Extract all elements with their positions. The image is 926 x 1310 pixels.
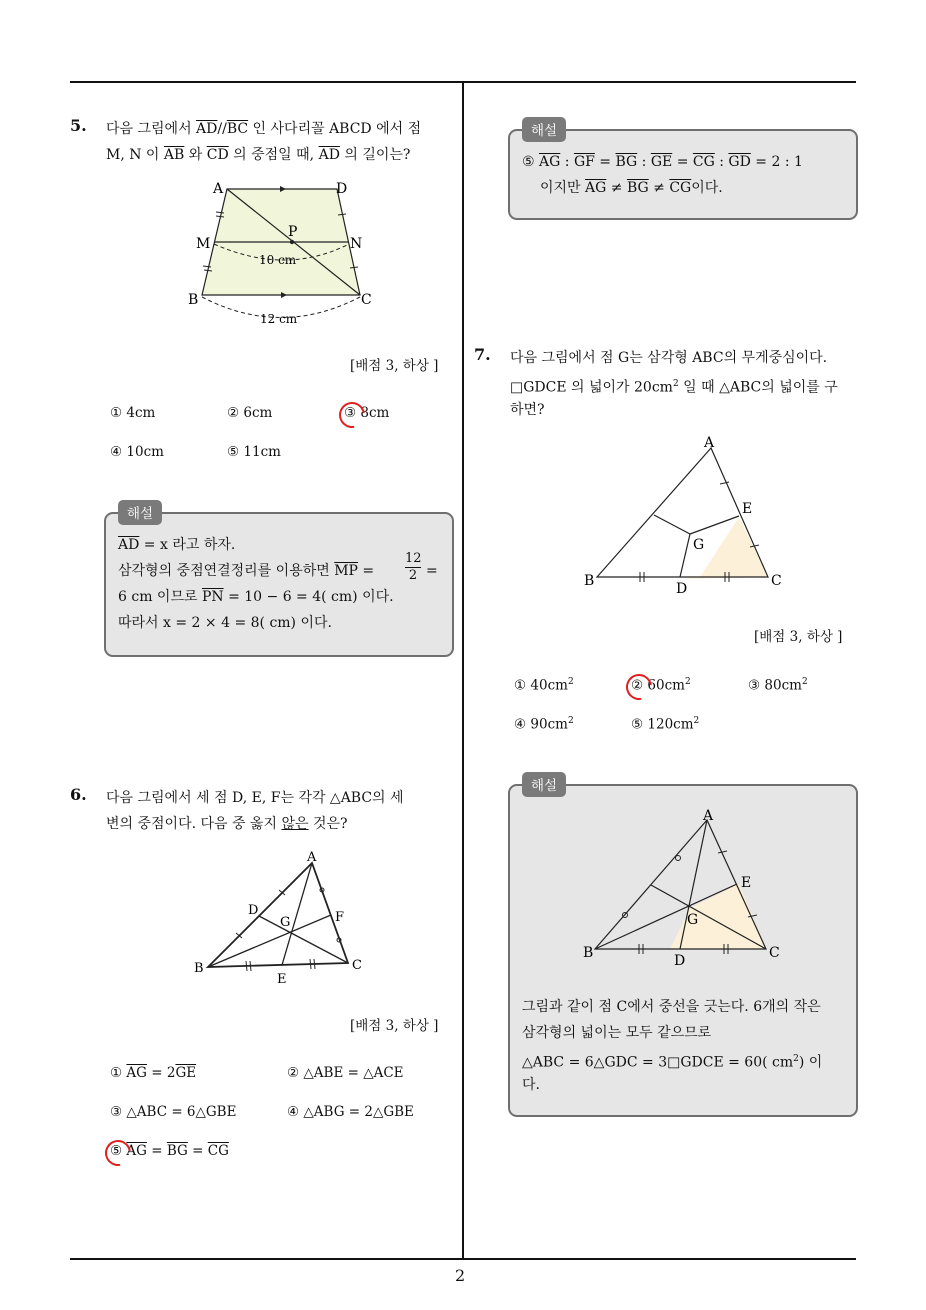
q5-line2: M, N 이 $\overline{AB}$ 와 $\overline{CD}$ 의 중점일 때, $\overline{AD}$ 의 길이는? [106, 147, 411, 163]
q7-sol-line3: △ABC = 6△GDC = 3□GDCE = 60( $cm^2$) 이 [522, 1054, 823, 1071]
q6-label-B: B [194, 961, 204, 976]
q6-sol-line2: 이지만 $\overline{AG} \ne \overline{BG} \ne \overline{CG}$이다. [540, 180, 723, 196]
q7-choice-5[interactable]: ⑤ $120cm^2$ [631, 716, 700, 733]
q6-triangle-figure [190, 845, 380, 990]
q7-label-C: C [771, 573, 782, 589]
q6-choice-1[interactable]: ① $\overline{AG} = 2\overline{GE}$ [110, 1065, 197, 1081]
q5-label-C: C [361, 292, 372, 308]
q7-label-B: B [584, 573, 595, 589]
q6-choice-4[interactable]: ④ △ABG = 2△GBE [287, 1104, 414, 1120]
q7-label-E: E [742, 501, 753, 517]
q5-answer-mark [334, 397, 370, 433]
q7-score: [배점 3, 하상 ] [754, 629, 843, 645]
q5-choice-1[interactable]: ① 4cm [110, 405, 156, 421]
page-number: 2 [455, 1266, 466, 1285]
q5-choice-5[interactable]: ⑤ 11cm [227, 444, 281, 460]
q6-solution-tag: 해설 [522, 117, 566, 142]
q7-label-G: G [693, 537, 705, 553]
q6-score: [배점 3, 하상 ] [350, 1018, 439, 1034]
q6-label-D: D [248, 903, 259, 918]
q7-answer-mark [621, 669, 657, 705]
q7-choice-2[interactable]: ② $60cm^2$ [631, 677, 691, 694]
q5-sol-line3: 6 cm 이므로 $\overline{PN} = 10 - 6 = 4$( cm) 이다. [118, 589, 394, 605]
q6-choice-2[interactable]: ② △ABE = △ACE [287, 1065, 404, 1081]
q7-solution-figure [580, 805, 790, 975]
q6-sol-line1: ⑤ $\overline{AG}$ : $\overline{GF} = \overline{BG}$ : $\overline{GE} = \overline{CG}$ : $\overline{GD} = 2$ : 1 [522, 154, 803, 170]
q5-sol-eq: = [426, 563, 438, 579]
q5-choice-2[interactable]: ② 6cm [227, 405, 273, 421]
q5-sol-line1: $\overline{AD} = x$ 라고 하자. [118, 537, 236, 553]
q7-number: 7. [474, 345, 491, 364]
q7-sol-line1: 그림과 같이 점 C에서 중선을 긋는다. 6개의 작은 [522, 999, 821, 1015]
q5-solution-tag: 해설 [118, 500, 162, 525]
q7sol-label-B: B [583, 945, 594, 961]
q6-choice-3[interactable]: ③ △ABC = 6△GBE [110, 1104, 237, 1120]
q7sol-label-A: A [703, 808, 714, 824]
q6-label-F: F [335, 910, 345, 925]
q7-choice-3[interactable]: ③ $80cm^2$ [748, 677, 808, 694]
q7-line3: 하면? [510, 402, 545, 418]
q5-number: 5. [70, 116, 87, 135]
q7-triangle-figure [580, 430, 790, 600]
q6-answer-mark [100, 1135, 136, 1171]
q5-score: [배점 3, 하상 ] [350, 358, 439, 374]
q7sol-label-E: E [741, 875, 752, 891]
q5-label-M: M [196, 236, 211, 252]
q5-label-B: B [188, 292, 199, 308]
q6-label-C: C [352, 958, 362, 973]
q5-label-D: D [336, 181, 348, 197]
q5-label-bc: 12 cm [260, 312, 298, 326]
q5-label-P: P [288, 224, 298, 240]
q6-number: 6. [70, 785, 87, 804]
q5-sol-line4: 따라서 x = 2 × 4 = 8( cm) 이다. [118, 615, 332, 631]
q5-choice-3[interactable]: ③ 8cm [344, 405, 390, 421]
bottom-rule [70, 1258, 856, 1260]
q7-choice-4[interactable]: ④ $90cm^2$ [514, 716, 574, 733]
q5-label-N: N [350, 236, 363, 252]
q7-label-A: A [704, 435, 715, 451]
q6-label-G: G [280, 915, 291, 930]
q7sol-label-C: C [769, 945, 780, 961]
q7sol-label-D: D [674, 953, 686, 969]
q6-line1: 다음 그림에서 세 점 D, E, F는 각각 △ABC의 세 [106, 790, 404, 806]
q6-line2: 변의 중점이다. 다음 중 옳지 않은 것은? [106, 816, 348, 832]
q5-sol-line2: 삼각형의 중점연결정리를 이용하면 $\overline{MP}$ = [118, 563, 375, 579]
q6-choice-5[interactable]: ⑤ $\overline{AG} = \overline{BG} = \overline{CG}$ [110, 1143, 229, 1159]
q7-sol-line2: 삼각형의 넓이는 모두 같으므로 [522, 1025, 712, 1041]
column-divider [462, 83, 464, 1258]
q7-sol-line4: 다. [522, 1077, 540, 1093]
q7-line1: 다음 그림에서 점 G는 삼각형 ABC의 무게중심이다. [510, 350, 828, 366]
q7sol-label-G: G [687, 912, 699, 928]
q6-label-E: E [277, 972, 287, 987]
q6-label-A: A [307, 850, 317, 865]
q7-line2: □GDCE 의 넓이가 $20cm^2$ 일 때 △ABC의 넓이를 구 [510, 379, 838, 396]
q5-label-A: A [213, 181, 224, 197]
q5-sol-fraction: 12 2 [405, 551, 422, 583]
q7-solution-tag: 해설 [522, 772, 566, 797]
q7-label-D: D [676, 581, 688, 597]
q5-trapezoid-figure [180, 170, 390, 330]
q7-choice-1[interactable]: ① $40cm^2$ [514, 677, 574, 694]
q5-choice-4[interactable]: ④ 10cm [110, 444, 164, 460]
q5-line1: 다음 그림에서 $\overline{AD}//\overline{BC}$ 인 사다리꼴 ABCD 에서 점 [106, 121, 422, 137]
q5-label-mn: 10 cm [259, 253, 297, 267]
